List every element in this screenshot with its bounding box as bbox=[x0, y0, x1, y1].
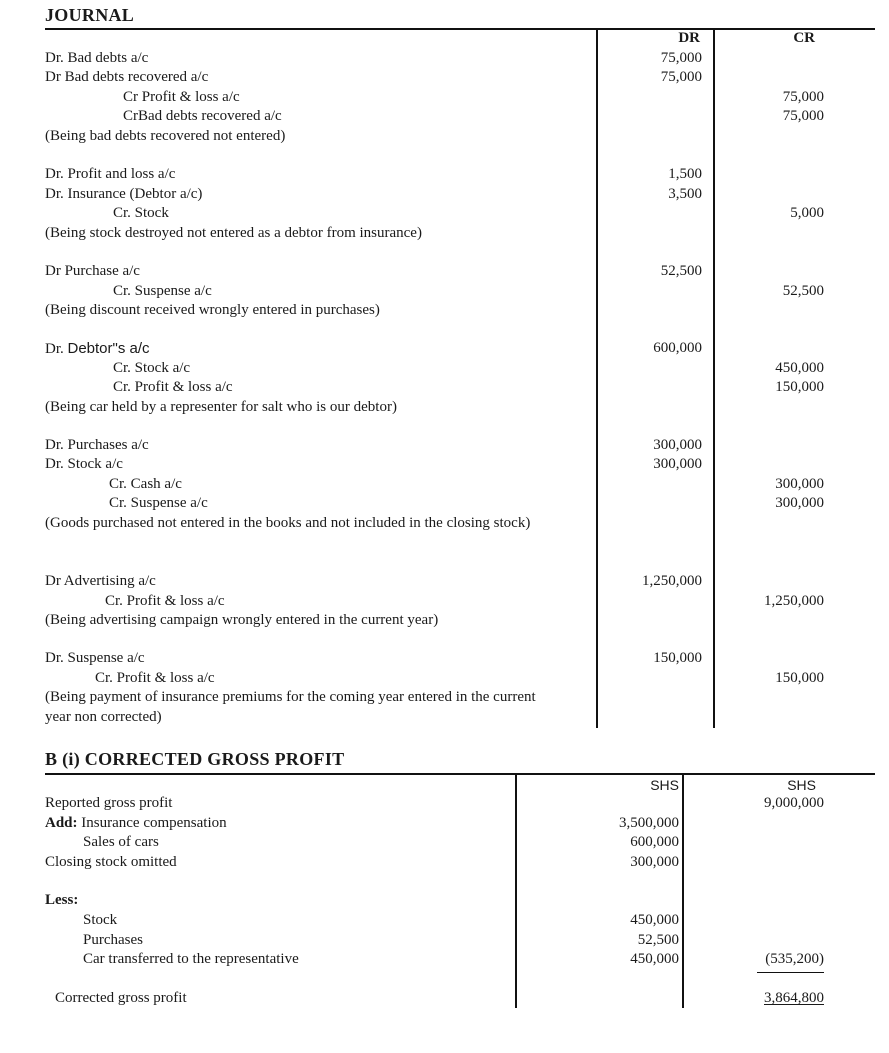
less-item-label: Purchases bbox=[83, 932, 143, 948]
cr-amount: 75,000 bbox=[782, 108, 824, 124]
journal-dr-column-border bbox=[596, 28, 598, 728]
add-item-value: 3,500,000 bbox=[619, 815, 679, 831]
entry-dr-prefix: Dr. bbox=[45, 341, 68, 357]
dr-amount: 300,000 bbox=[653, 437, 702, 453]
entry-narration: (Being car held by a representer for salt who is our debtor) bbox=[45, 399, 397, 415]
entry-narration: (Goods purchased not entered in the books and not included in the closing stock) bbox=[45, 515, 531, 531]
add-row bbox=[45, 814, 227, 834]
journal-title: JOURNAL bbox=[45, 5, 135, 25]
cr-amount: 300,000 bbox=[775, 476, 824, 492]
entry-narration: (Being stock destroyed not entered as a debtor from insurance) bbox=[45, 225, 422, 241]
cr-amount: 5,000 bbox=[790, 205, 824, 221]
entry-account-line: Dr. Bad debts a/c bbox=[45, 50, 149, 66]
cr-amount: 150,000 bbox=[775, 379, 824, 395]
entry-account-line: Cr. Profit & loss a/c bbox=[105, 593, 225, 609]
cr-column-header: CR bbox=[793, 30, 815, 46]
add-item-label: Closing stock omitted bbox=[45, 854, 177, 870]
gross-profit-header-rule bbox=[45, 773, 875, 775]
entry-account-line: Dr Bad debts recovered a/c bbox=[45, 69, 209, 85]
less-item-label: Car transferred to the representative bbox=[83, 951, 299, 967]
shs-column-header-1: SHS bbox=[650, 777, 679, 793]
add-item-label: Sales of cars bbox=[83, 834, 159, 850]
entry-account-line: Dr. Profit and loss a/c bbox=[45, 166, 176, 182]
dr-column-header: DR bbox=[678, 30, 700, 46]
less-label: Less: bbox=[45, 892, 79, 908]
cr-amount: 450,000 bbox=[775, 360, 824, 376]
cr-amount: 1,250,000 bbox=[764, 593, 824, 609]
less-item-value: 450,000 bbox=[630, 951, 679, 967]
corrected-gross-profit-value: 3,864,800 bbox=[764, 990, 824, 1006]
entry-narration: (Being discount received wrongly entered in purchases) bbox=[45, 302, 380, 318]
entry-account-line: CrBad debts recovered a/c bbox=[123, 108, 282, 124]
entry-account-line: Cr. Suspense a/c bbox=[113, 283, 212, 299]
entry-account-line: Cr. Stock a/c bbox=[113, 360, 191, 376]
reported-gross-profit-value: 9,000,000 bbox=[764, 795, 824, 811]
entry-account-line: Cr Profit & loss a/c bbox=[123, 89, 240, 105]
entry-account-line: Cr. Suspense a/c bbox=[109, 495, 208, 511]
dr-amount: 75,000 bbox=[660, 50, 702, 66]
less-item-value: 52,500 bbox=[637, 932, 679, 948]
entry-account-line: Dr. Suspense a/c bbox=[45, 650, 145, 666]
entry-narration: (Being bad debts recovered not entered) bbox=[45, 128, 286, 144]
less-item-value: 450,000 bbox=[630, 912, 679, 928]
dr-amount: 300,000 bbox=[653, 456, 702, 472]
entry-account-line: Cr. Profit & loss a/c bbox=[113, 379, 233, 395]
less-total-value: (535,200) bbox=[765, 951, 824, 967]
entry-account-line: Dr. Purchases a/c bbox=[45, 437, 149, 453]
entry-account-line: Cr. Cash a/c bbox=[109, 476, 182, 492]
total-rule bbox=[757, 972, 824, 973]
dr-amount: 1,500 bbox=[668, 166, 702, 182]
dr-amount: 3,500 bbox=[668, 186, 702, 202]
dr-amount: 52,500 bbox=[660, 263, 702, 279]
entry-account-line: Dr. Stock a/c bbox=[45, 456, 123, 472]
less-item-label: Stock bbox=[83, 912, 118, 928]
add-item-value: 300,000 bbox=[630, 854, 679, 870]
dr-amount: 150,000 bbox=[653, 650, 702, 666]
reported-gross-profit-label: Reported gross profit bbox=[45, 795, 173, 811]
cr-amount: 52,500 bbox=[782, 283, 824, 299]
add-item-label: Insurance compensation bbox=[81, 815, 227, 831]
dr-amount: 75,000 bbox=[660, 69, 702, 85]
gross-profit-column-border-2 bbox=[682, 773, 684, 1008]
entry-account-line bbox=[45, 339, 150, 360]
entry-narration: (Being payment of insurance premiums for the coming year entered in the current year non corrected) bbox=[45, 689, 536, 725]
dr-amount: 600,000 bbox=[653, 340, 702, 356]
cr-amount: 75,000 bbox=[782, 89, 824, 105]
gross-profit-column-border-1 bbox=[515, 773, 517, 1008]
add-label: Add: bbox=[45, 815, 78, 831]
gross-profit-title: B (i) CORRECTED GROSS PROFIT bbox=[45, 749, 345, 769]
entry-account-line: Dr. Insurance (Debtor a/c) bbox=[45, 186, 203, 202]
corrected-gross-profit-label: Corrected gross profit bbox=[55, 990, 187, 1006]
journal-header-rule bbox=[45, 28, 875, 30]
entry-account-line: Dr Purchase a/c bbox=[45, 263, 140, 279]
entry-account-line: Dr Advertising a/c bbox=[45, 573, 156, 589]
entry-account-line: Cr. Profit & loss a/c bbox=[95, 670, 215, 686]
cr-amount: 300,000 bbox=[775, 495, 824, 511]
cr-amount: 150,000 bbox=[775, 670, 824, 686]
add-item-value: 600,000 bbox=[630, 834, 679, 850]
entry-account-name: Debtor"s a/c bbox=[67, 340, 150, 357]
entry-narration: (Being advertising campaign wrongly entered in the current year) bbox=[45, 612, 439, 628]
entry-account-line: Cr. Stock bbox=[113, 205, 169, 221]
dr-amount: 1,250,000 bbox=[642, 573, 702, 589]
shs-column-header-2: SHS bbox=[787, 777, 816, 793]
